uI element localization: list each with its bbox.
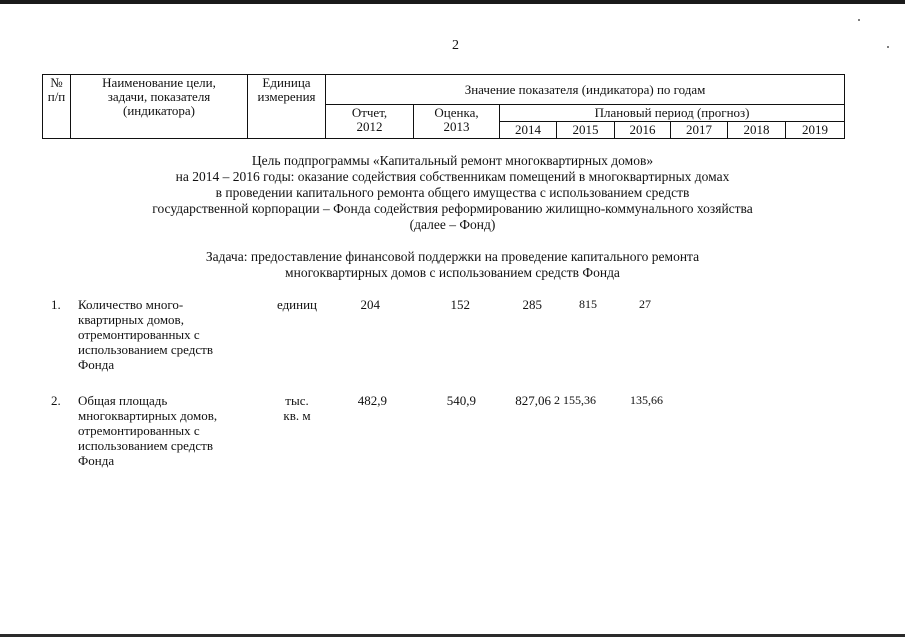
header-cell-unit: Единица измерения xyxy=(248,75,326,139)
header-cell-number: № п/п xyxy=(43,75,71,139)
value-2015: 2 155,36 xyxy=(554,393,596,407)
value-2016: 27 xyxy=(639,297,651,311)
scan-speck xyxy=(858,19,860,21)
header-year-2014: 2014 xyxy=(500,122,557,139)
value-2016: 135,66 xyxy=(630,393,663,407)
goal-line: (далее – Фонд) xyxy=(409,217,496,232)
goal-line: на 2014 – 2016 годы: оказание содействия собственникам помещений в многоквартирных домах xyxy=(175,169,730,184)
scan-edge-bottom xyxy=(0,634,905,637)
indicator-header-table xyxy=(42,74,845,139)
row-name: Общая площадь многоквартирных домов, отремонтированных с использованием средств Фонда xyxy=(78,393,218,468)
indicator-row xyxy=(0,393,905,483)
header-year-2018: 2018 xyxy=(728,122,786,139)
header-cell-values: Значение показателя (индикатора) по годам xyxy=(326,75,845,105)
header-year-2015: 2015 xyxy=(557,122,615,139)
scan-edge-top xyxy=(0,0,905,4)
task-text xyxy=(0,249,905,281)
row-name: Количество много- квартирных домов, отремонтированных с использованием средств Фонда xyxy=(78,297,213,372)
indicator-row xyxy=(0,297,905,377)
header-cell-report: Отчет, 2012 xyxy=(326,105,414,139)
row-unit: тыс. кв. м xyxy=(283,393,311,423)
goal-line: Цель подпрограммы «Капитальный ремонт многоквартирных домов» xyxy=(251,153,654,168)
goal-line: государственной корпорации – Фонда содействия реформированию жилищно-коммунального хозяйства xyxy=(152,201,753,216)
value-2013: 152 xyxy=(450,297,470,312)
header-cell-estimate: Оценка, 2013 xyxy=(414,105,500,139)
value-2012: 482,9 xyxy=(357,393,387,408)
value-2013: 540,9 xyxy=(446,393,476,408)
task-line: Задача: предоставление финансовой поддержки на проведение капитального ремонта xyxy=(205,249,700,264)
goal-line: в проведении капитального ремонта общего имущества с использованием средств xyxy=(215,185,690,200)
row-unit: единиц xyxy=(276,297,318,312)
value-2014: 827,06 xyxy=(515,393,551,408)
task-line: многоквартирных домов с использованием средств Фонда xyxy=(285,265,620,280)
header-year-2016: 2016 xyxy=(615,122,671,139)
goal-text xyxy=(0,153,905,233)
header-cell-plan-period: Плановый период (прогноз) xyxy=(500,105,845,122)
header-year-2019: 2019 xyxy=(786,122,845,139)
value-2014: 285 xyxy=(522,297,542,312)
header-cell-name: Наименование цели, задачи, показателя (индикатора) xyxy=(71,75,248,139)
row-number: 2. xyxy=(51,393,61,408)
page-number: 2 xyxy=(452,38,459,53)
row-number: 1. xyxy=(51,297,61,312)
value-2015: 815 xyxy=(579,297,597,311)
header-year-2017: 2017 xyxy=(671,122,728,139)
value-2012: 204 xyxy=(360,297,380,312)
scan-speck xyxy=(887,46,889,48)
